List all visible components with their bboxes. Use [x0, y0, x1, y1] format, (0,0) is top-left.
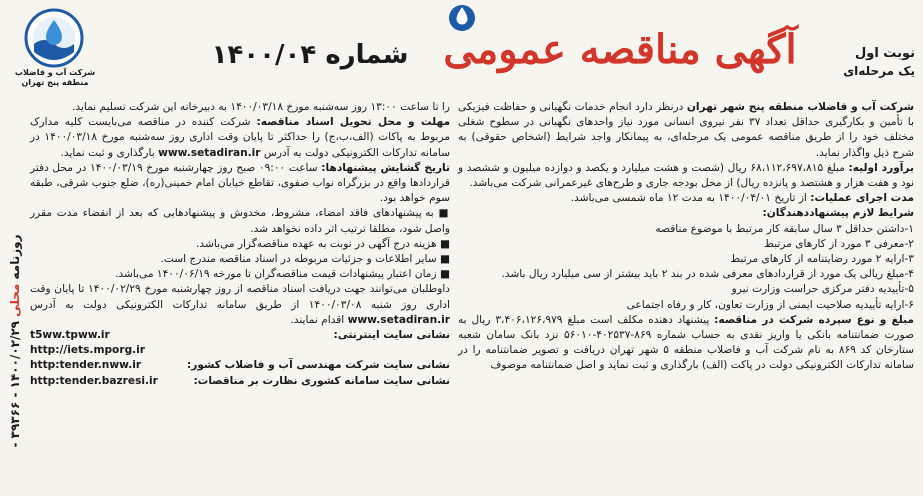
- duration-paragraph: [458, 191, 914, 206]
- guarantee-label: مبلغ و نوع سپرده شرکت در مناقصه:: [714, 313, 914, 326]
- condition-item: ۳-ارایه ۲ مورد رضایتنامه از کارهای مرتبط: [730, 253, 914, 266]
- newspaper-stamp: [8, 186, 22, 496]
- duration-label: مدت اجرای عملیات:: [810, 192, 914, 205]
- estimate-text: مبلغ ۶۸،۱۱۲،۶۹۷،۸۱۵ ریال (شصت و هشت میلیارد و یکصد و دوازده میلیون و ششصد و نود و هفت هزار و هشتصد و پانزده ریال) از محل بودجه جاری و طرح‌های غیرعمرانی شرکت می‌باشد.: [458, 161, 914, 190]
- right-column: [458, 100, 914, 434]
- site-label: نشانی سایت شرکت مهندسی آب و فاضلاب کشور:: [187, 359, 450, 372]
- ad-title: آگهی مناقصه عمومی: [443, 26, 797, 73]
- condition-item: ۴-مبلغ ریالی یک مورد از قراردادهای معرفی شده در بند ۲ باید بیشتر از سی میلیارد ریال باشد.: [501, 268, 914, 281]
- condition-item: ۶-ارایه تأییدیه صلاحیت ایمنی از وزارت تعاون، کار و رفاه اجتماعی: [626, 298, 914, 311]
- company-logo: [24, 8, 84, 68]
- intro-paragraph: [458, 100, 914, 161]
- deadline-text: شرکت کننده در مناقصه می‌بایست کلیه مدارک مربوط به پاکات (الف،ب،ج) را حداکثر تا پایان وقت اداری روز سه‌شنبه مورخ ۱۴۰۰/۰۳/۱۸ در سامانه تدارکات الکترونیکی دولت به آدرس: [30, 116, 451, 159]
- note-item: ■ زمان اعتبار پیشنهادات قیمت مناقصه‌گران تا مورخه ۱۴۰۰/۰۶/۱۹ می‌باشد.: [115, 268, 450, 281]
- newspaper-name: محلی: [8, 283, 22, 317]
- round-label: نوبت اول: [854, 46, 915, 61]
- org-caption: شرکت آب و فاضلاب منطقه پنج تهران: [14, 68, 96, 87]
- site-url[interactable]: http:tender.nww.ir: [30, 359, 142, 372]
- header: [0, 0, 923, 90]
- site-url[interactable]: http://iets.mporg.ir: [30, 344, 146, 357]
- guarantee-text: پیشنهاد دهنده مکلف است مبلغ ۳،۴۰۶،۱۲۶،۹۷۹ ریال به صورت ضمانتنامه بانکی یا واریز نقدی به حساب شماره ۸۶۹-۴۰۲۵۳۷-۵۶۰۱۰ نزد بانک سامان شعبه ستارخان کد ۸۶۹ به نام شرکت آب و فاضلاب منطقه ۵ شهر تهران دریافت و تصویر ضمانتنامه را در سامانه تدارکات الکترونیکی دولت در پاکت (الف) بارگذاری و ثبت نماید و اصل ضمانتنامه موصوف: [458, 313, 914, 372]
- intro-text: درنظر دارد انجام خدمات نگهبانی و حفاظت فیزیکی با تأمین و بکارگیری حداقل تعداد ۳۷ نفر نیروی انسانی مورد نیاز واحدهای نگهبانی در سطوح شغلی مختلف خود را از طریق مناقصه عمومی یک مرحله‌ای، به پیمانکار واجد شرایط (اشخاص حقوقی) به شرح ذیل واگذار نماید.: [458, 101, 914, 159]
- left-column: [30, 100, 450, 434]
- note-item: ■ سایر اطلاعات و جزئیات مربوطه در اسناد مناقصه مندرج است.: [160, 253, 450, 266]
- tender-number: شماره ۱۴۰۰/۰۴: [211, 40, 409, 70]
- opening-text: ساعت ۰۹:۰۰ صبح روز چهارشنبه مورخ ۱۴۰۰/۰۳/۱۹ در محل دفتر قراردادها واقع در بزرگراه نواب صفوی، تقاطع خیابان امام خمینی(ره)، ضلع جنوب شرقی، طبقه سوم خواهد بود.: [30, 161, 450, 205]
- deadline-tail: بارگذاری و ثبت نماید.: [60, 146, 155, 159]
- site-label: نشانی سایت اینترنتی:: [333, 329, 450, 342]
- condition-item: ۵-تأییدیه دفتر مرکزی حراست وزارت نیرو: [731, 283, 914, 296]
- stage-label: یک مرحله‌ای: [843, 64, 915, 78]
- side-strip: [0, 96, 26, 448]
- opening-label: تاریخ گشایش پیشنهادها:: [321, 161, 451, 174]
- deadline-label: مهلت و محل تحویل اسناد مناقصه:: [256, 116, 451, 129]
- company-logo-block: [10, 4, 96, 90]
- site-url[interactable]: http:tender.bazresi.ir: [30, 374, 158, 387]
- intro-company: شرکت آب و فاضلاب منطقه پنج شهر تهران: [686, 101, 914, 113]
- opening-paragraph: [30, 161, 450, 207]
- site-row: [30, 358, 450, 373]
- ad-code: ۱۴۰۰/۰۲/۲۹ - ۳۹۳۶۶ -: [8, 321, 22, 448]
- guarantee-paragraph: [458, 313, 914, 374]
- estimate-paragraph: [458, 161, 914, 191]
- setadiran-link[interactable]: www.setadiran.ir: [158, 146, 261, 159]
- purchase-paragraph: داوطلبان می‌توانند جهت دریافت اسناد مناقصه از روز چهارشنبه مورخ ۱۴۰۰/۰۲/۲۹ تا پایان وقت اداری روز شنبه ۱۴۰۰/۰۳/۰۸ از طریق سامانه تدارکات الکترونیکی دولت به آدرس www.setadiran.ir اقدام نمایند.: [30, 283, 450, 326]
- site-row: [30, 328, 450, 343]
- site-row: [30, 374, 450, 389]
- deadline-paragraph: [30, 115, 450, 161]
- site-label: نشانی سایت سامانه کشوری نظارت بر مناقصات:: [193, 374, 450, 387]
- note-item: ■ هزینه درج آگهی در نوبت به عهده مناقصه‌گزار می‌باشد.: [196, 237, 450, 250]
- estimate-label: برآورد اولیه:: [848, 161, 914, 174]
- site-row: [30, 343, 450, 358]
- condition-item: ۲-معرفی ۳ مورد از کارهای مرتبط: [764, 237, 914, 250]
- conditions-title: شرایط لازم پیشنهاددهندگان:: [762, 207, 914, 220]
- condition-item: ۱-داشتن حداقل ۳ سال سابقه کار مرتبط با موضوع مناقصه: [655, 222, 914, 235]
- newspaper-prefix: روزنامه: [8, 234, 22, 280]
- note-item: ■ به پیشنهادهای فاقد امضاء، مشروط، مخدوش و پیشنهادهایی که بعد از انقضاء مدت مقرر واصل شود، مطلقا ترتیب اثر داده نخواهد شد.: [30, 207, 450, 235]
- setadiran-link[interactable]: www.setadiran.ir: [347, 313, 450, 326]
- duration-text: از تاریخ ۱۴۰۰/۰۴/۰۱ به مدت ۱۲ ماه شمسی می‌باشد.: [570, 192, 807, 205]
- site-url[interactable]: t5ww.tpww.ir: [30, 329, 110, 342]
- continuation-text: را تا ساعت ۱۳:۰۰ روز سه‌شنبه مورخ ۱۴۰۰/۰۳/۱۸ به دبیرخانه این شرکت تسلیم نماید.: [71, 101, 450, 113]
